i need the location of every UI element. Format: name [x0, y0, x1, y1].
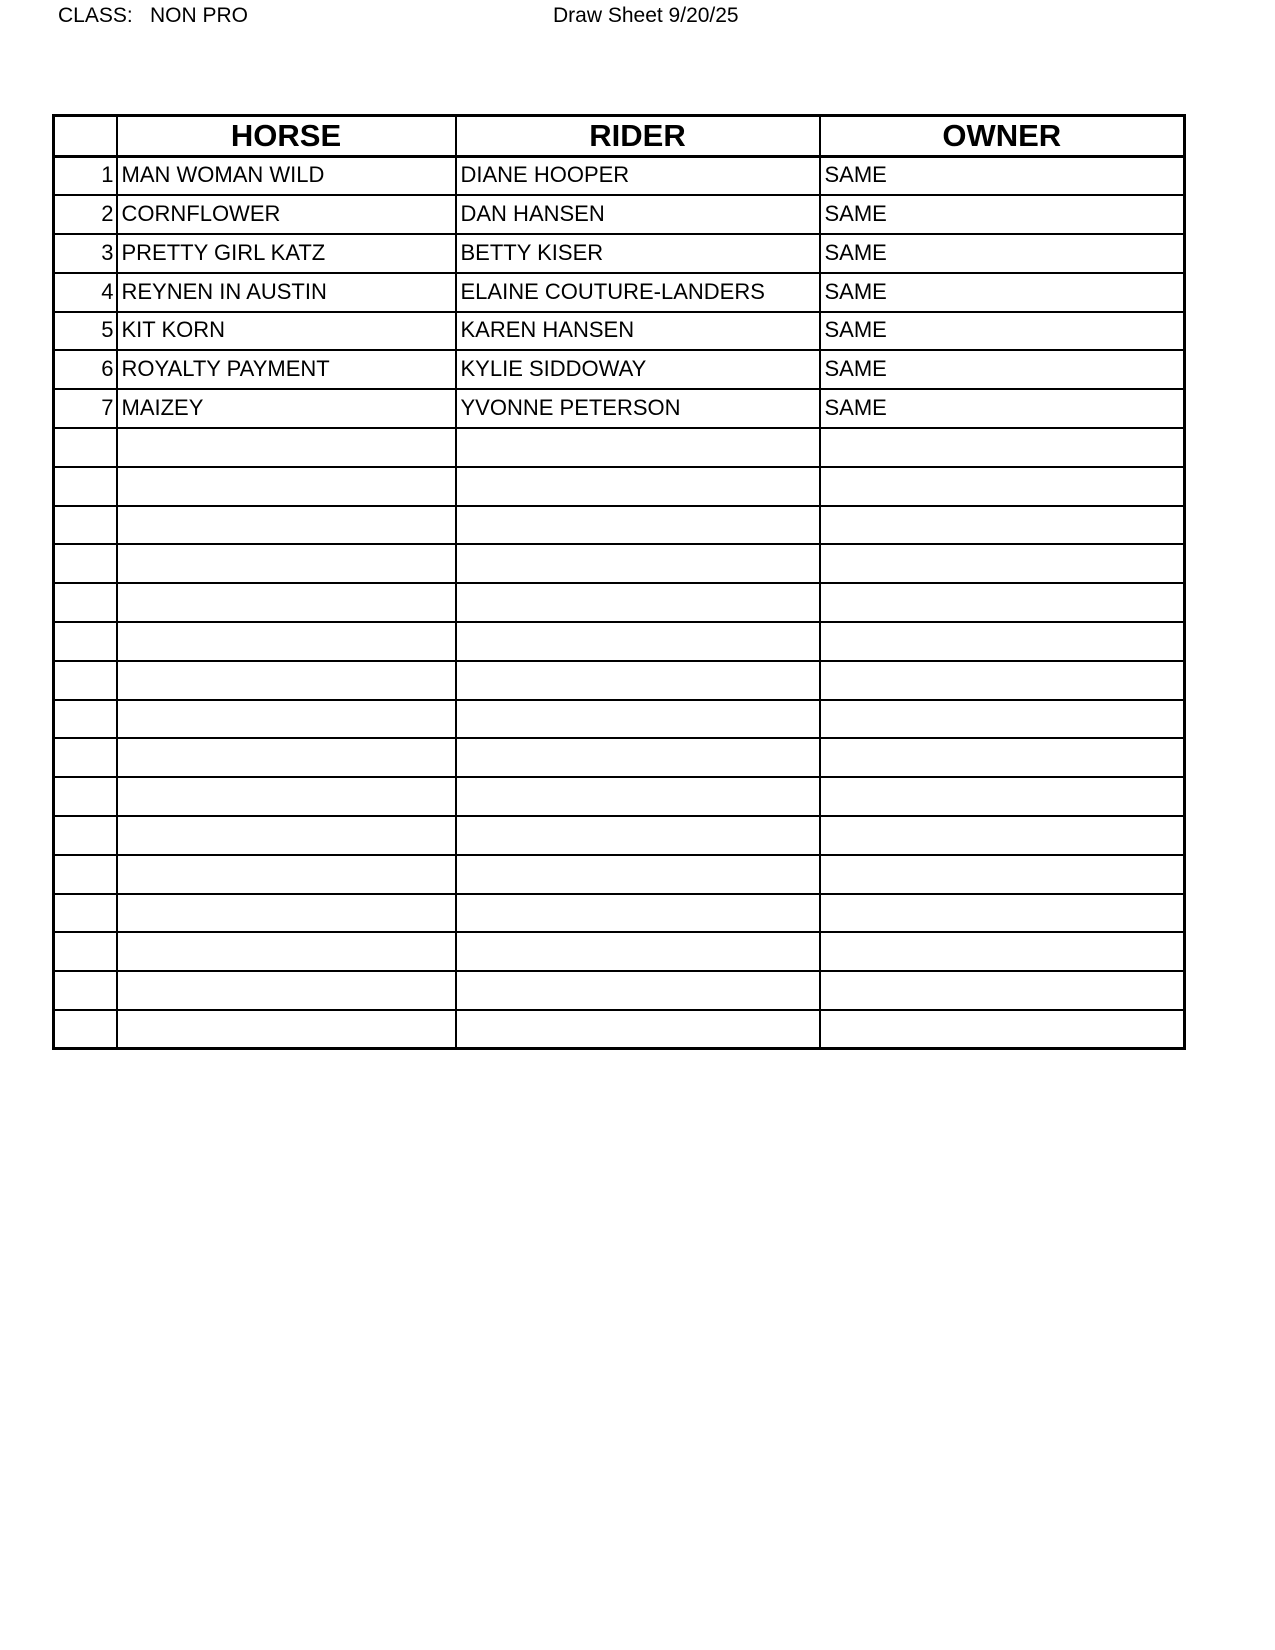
horse-cell — [117, 738, 456, 777]
table-row-empty — [54, 622, 1185, 661]
rider-cell — [456, 1010, 820, 1049]
table-row-empty — [54, 894, 1185, 933]
owner-cell — [820, 894, 1185, 933]
horse-column-header: HORSE — [117, 116, 456, 157]
table-row-empty — [54, 506, 1185, 545]
rider-cell: ELAINE COUTURE-LANDERS — [456, 273, 820, 312]
owner-cell — [820, 738, 1185, 777]
horse-cell: MAIZEY — [117, 389, 456, 428]
rider-cell — [456, 622, 820, 661]
draw-number-cell — [54, 738, 117, 777]
draw-number-cell — [54, 544, 117, 583]
draw-number-cell — [54, 894, 117, 933]
horse-cell — [117, 777, 456, 816]
rider-cell — [456, 428, 820, 467]
table-row-empty — [54, 777, 1185, 816]
draw-number-cell — [54, 1010, 117, 1049]
owner-cell — [820, 622, 1185, 661]
horse-cell — [117, 855, 456, 894]
table-row-empty — [54, 738, 1185, 777]
horse-cell — [117, 544, 456, 583]
horse-cell — [117, 661, 456, 700]
horse-cell: REYNEN IN AUSTIN — [117, 273, 456, 312]
owner-cell — [820, 700, 1185, 739]
draw-number-cell: 7 — [54, 389, 117, 428]
draw-number-cell — [54, 506, 117, 545]
owner-cell: SAME — [820, 234, 1185, 273]
table-row — [54, 234, 1185, 273]
draw-number-cell — [54, 622, 117, 661]
draw-number-cell — [54, 816, 117, 855]
horse-cell: MAN WOMAN WILD — [117, 157, 456, 196]
table-row-empty — [54, 467, 1185, 506]
owner-cell — [820, 661, 1185, 700]
draw-number-cell — [54, 777, 117, 816]
table-row — [54, 273, 1185, 312]
owner-cell — [820, 467, 1185, 506]
rider-cell — [456, 661, 820, 700]
horse-cell — [117, 971, 456, 1010]
rider-cell — [456, 894, 820, 933]
table-row-empty — [54, 428, 1185, 467]
draw-number-cell — [54, 428, 117, 467]
owner-cell — [820, 777, 1185, 816]
rider-cell: KYLIE SIDDOWAY — [456, 350, 820, 389]
owner-cell: SAME — [820, 195, 1185, 234]
table-row-empty — [54, 583, 1185, 622]
owner-cell: SAME — [820, 312, 1185, 351]
table-row — [54, 312, 1185, 351]
owner-cell — [820, 1010, 1185, 1049]
rider-cell — [456, 700, 820, 739]
owner-column-header: OWNER — [820, 116, 1185, 157]
owner-cell: SAME — [820, 389, 1185, 428]
table-row-empty — [54, 855, 1185, 894]
owner-cell — [820, 971, 1185, 1010]
draw-number-cell — [54, 583, 117, 622]
table-row-empty — [54, 544, 1185, 583]
owner-cell: SAME — [820, 273, 1185, 312]
draw-number-cell — [54, 855, 117, 894]
draw-number-cell — [54, 700, 117, 739]
draw-number-cell — [54, 971, 117, 1010]
owner-cell — [820, 544, 1185, 583]
table-row — [54, 350, 1185, 389]
draw-number-cell — [54, 932, 117, 971]
table-row-empty — [54, 1010, 1185, 1049]
rider-cell: DAN HANSEN — [456, 195, 820, 234]
draw-number-cell: 4 — [54, 273, 117, 312]
header-row — [54, 116, 1185, 157]
rider-cell: YVONNE PETERSON — [456, 389, 820, 428]
rider-cell — [456, 971, 820, 1010]
rider-cell — [456, 738, 820, 777]
owner-cell — [820, 855, 1185, 894]
table-row — [54, 157, 1185, 196]
horse-cell — [117, 467, 456, 506]
draw-number-cell: 1 — [54, 157, 117, 196]
draw-number-cell: 2 — [54, 195, 117, 234]
rider-cell — [456, 932, 820, 971]
class-label: CLASS: — [58, 4, 133, 27]
class-value: NON PRO — [150, 4, 249, 27]
rider-cell: BETTY KISER — [456, 234, 820, 273]
owner-cell: SAME — [820, 350, 1185, 389]
rider-cell: KAREN HANSEN — [456, 312, 820, 351]
owner-cell — [820, 816, 1185, 855]
rider-cell — [456, 467, 820, 506]
table-row-empty — [54, 971, 1185, 1010]
draw-number-cell: 3 — [54, 234, 117, 273]
rider-column-header: RIDER — [456, 116, 820, 157]
horse-cell — [117, 700, 456, 739]
horse-cell: ROYALTY PAYMENT — [117, 350, 456, 389]
rider-cell — [456, 583, 820, 622]
horse-cell — [117, 506, 456, 545]
horse-cell — [117, 583, 456, 622]
horse-cell — [117, 428, 456, 467]
table-row-empty — [54, 932, 1185, 971]
horse-cell: PRETTY GIRL KATZ — [117, 234, 456, 273]
horse-cell: KIT KORN — [117, 312, 456, 351]
rider-cell — [456, 544, 820, 583]
draw-number-cell: 6 — [54, 350, 117, 389]
owner-cell — [820, 932, 1185, 971]
draw-number-cell — [54, 661, 117, 700]
owner-cell — [820, 583, 1185, 622]
rider-cell — [456, 816, 820, 855]
rider-cell — [456, 855, 820, 894]
owner-cell — [820, 506, 1185, 545]
draw-number-cell — [54, 467, 117, 506]
horse-cell: CORNFLOWER — [117, 195, 456, 234]
table-row-empty — [54, 700, 1185, 739]
horse-cell — [117, 816, 456, 855]
draw-number-cell: 5 — [54, 312, 117, 351]
owner-cell: SAME — [820, 157, 1185, 196]
horse-cell — [117, 894, 456, 933]
table-row-empty — [54, 816, 1185, 855]
corner-header-cell — [54, 116, 117, 157]
rider-cell — [456, 506, 820, 545]
rider-cell: DIANE HOOPER — [456, 157, 820, 196]
sheet-title: Draw Sheet 9/20/25 — [553, 4, 739, 27]
rider-cell — [456, 777, 820, 816]
horse-cell — [117, 622, 456, 661]
horse-cell — [117, 932, 456, 971]
draw-table — [52, 114, 1186, 1050]
table-row — [54, 389, 1185, 428]
owner-cell — [820, 428, 1185, 467]
horse-cell — [117, 1010, 456, 1049]
table-row-empty — [54, 661, 1185, 700]
table-row — [54, 195, 1185, 234]
